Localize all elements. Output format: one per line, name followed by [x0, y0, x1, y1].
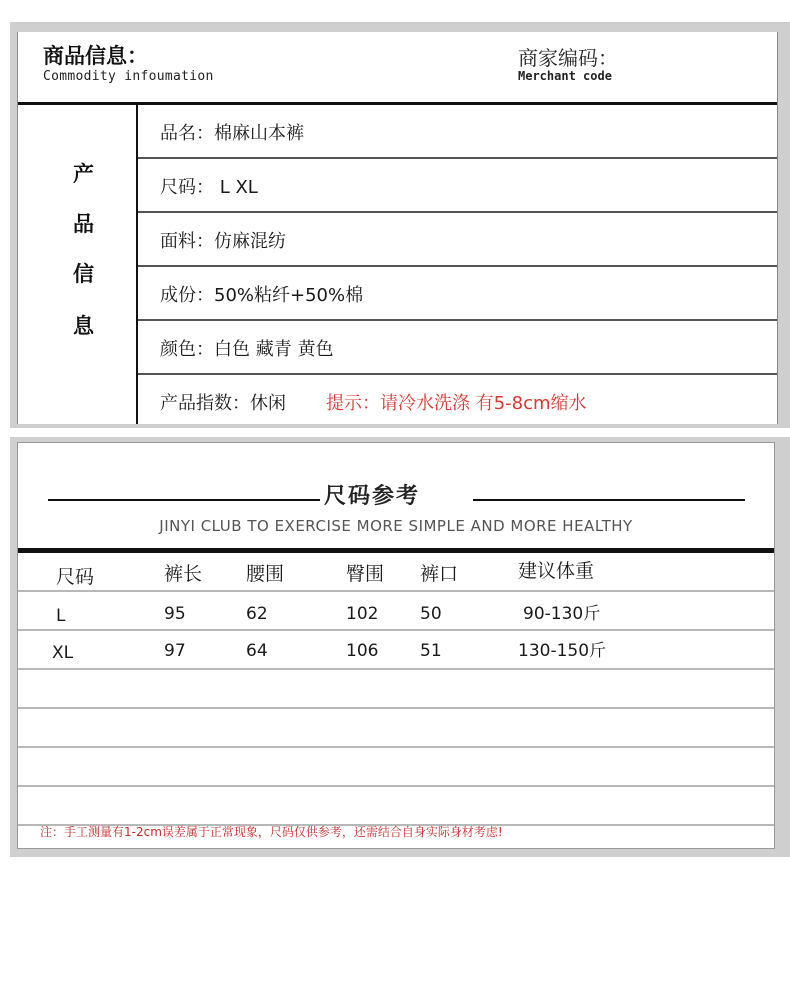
cell-length: 97	[164, 641, 186, 661]
wash-tip: 提示：请冷水洗涤 有5-8cm缩水	[326, 393, 587, 414]
merchant-code-subtitle: Merchant code	[518, 69, 612, 83]
cell-size: L	[56, 606, 66, 626]
measurement-note: 注：手工测量有1-2cm误差属于正常现象，尺码仅供参考，还需结合自身实际身材考虑!	[40, 825, 503, 839]
fabric-row	[138, 213, 777, 267]
side-label-char: 息	[73, 314, 94, 338]
side-label-char: 品	[73, 212, 94, 236]
merchant-code-title: 商家编码：	[518, 46, 618, 70]
product-style-index: 产品指数：休闲	[160, 393, 286, 414]
cell-size: XL	[52, 643, 74, 663]
product-composition: 成份：50%粘纤+50%棉	[160, 285, 364, 306]
empty-table-row	[18, 709, 774, 748]
side-label-char: 信	[73, 262, 94, 286]
table-row	[18, 631, 774, 670]
product-info-rows	[138, 105, 777, 427]
empty-table-row	[18, 670, 774, 709]
product-name-row	[138, 105, 777, 159]
commodity-info-card	[17, 32, 778, 424]
title-rule-left	[48, 499, 320, 501]
cell-waist: 62	[246, 604, 268, 624]
product-fabric: 面料：仿麻混纺	[160, 231, 286, 252]
product-sizes: 尺码： L XL	[160, 177, 258, 198]
cell-waist: 64	[246, 641, 268, 661]
cell-hip: 106	[346, 641, 379, 661]
cell-length: 95	[164, 604, 186, 624]
empty-table-row	[18, 787, 774, 826]
commodity-info-title: 商品信息：	[43, 44, 148, 68]
commodity-info-header	[18, 32, 777, 102]
header-length: 裤长	[164, 563, 203, 585]
size-table	[18, 553, 774, 826]
header-waist: 腰围	[246, 563, 285, 585]
header-hip: 臀围	[346, 563, 385, 585]
cell-hip: 102	[346, 604, 379, 624]
size-reference-card	[17, 442, 775, 849]
empty-table-row	[18, 748, 774, 787]
cell-weight: 90-130斤	[523, 604, 601, 624]
composition-row	[138, 267, 777, 321]
cell-leg-opening: 51	[420, 641, 442, 661]
size-row	[138, 159, 777, 213]
header-size: 尺码	[56, 566, 95, 588]
table-row	[18, 592, 774, 631]
header-leg-opening: 裤口	[420, 563, 459, 585]
brand-slogan: JINYI CLUB TO EXERCISE MORE SIMPLE AND MORE HEALTHY	[159, 517, 633, 535]
header-weight: 建议体重	[518, 560, 595, 582]
product-info-side-label	[18, 105, 138, 424]
product-colors: 颜色：白色 藏青 黄色	[160, 339, 334, 360]
size-table-header	[18, 553, 774, 592]
commodity-info-subtitle: Commodity infoumation	[43, 69, 214, 84]
product-name: 品名：棉麻山本裤	[160, 123, 304, 144]
color-row	[138, 321, 777, 375]
cell-weight: 130-150斤	[518, 641, 607, 661]
style-index-row	[138, 375, 777, 427]
side-label-char: 产	[73, 162, 94, 186]
size-reference-title: 尺码参考	[324, 484, 421, 509]
cell-leg-opening: 50	[420, 604, 442, 624]
title-rule-right	[473, 499, 745, 501]
